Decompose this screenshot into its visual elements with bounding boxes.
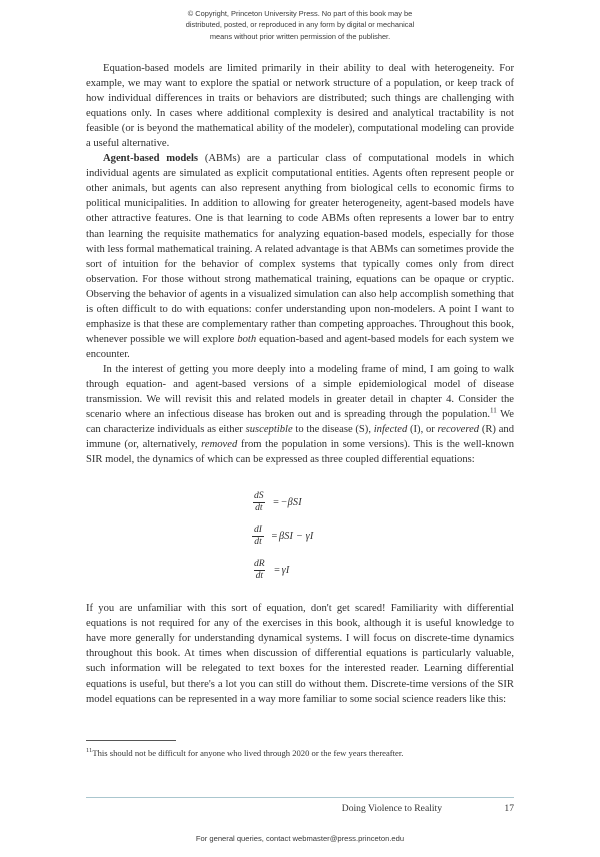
run-in-heading-agent-based-models: Agent-based models [103,153,199,165]
equals-sign: = [271,530,278,542]
paragraph-agent-based-models [86,151,514,362]
expression: −βSI [280,496,302,508]
paragraph-equation-based-models [86,61,514,151]
footnote-area [86,740,514,759]
paragraph-3-text-f: from the population in some versions). This is the well-known SIR model, the dynamics of which can be expressed as three coupled differential equations: [86,439,514,466]
emphasis-both: both [237,333,257,345]
equation-di-dt [86,519,514,553]
copyright-line-3: means without prior written permission of the publisher. [209,31,391,41]
running-head: Doing Violence to Reality [341,803,442,814]
equation-ds-dt [86,485,514,519]
fraction-denominator: dt [254,536,262,548]
fraction-dr-dt [252,559,267,581]
footnote-body: This should not be difficult for anyone who lived through 2020 or the few years thereafter. [92,748,404,758]
general-queries-notice: For general queries, contact webmaster@press.princeton.edu [195,834,405,843]
copyright-line-2: distributed, posted, or reproduced in any form by digital or mechanical [185,20,415,30]
equals-sign: = [274,564,281,576]
fraction-denominator: dt [255,502,263,514]
fraction-denominator: dt [255,570,264,582]
copyright-line-1: © Copyright, Princeton University Press. No part of this book may be [187,9,413,18]
paragraph-sir-introduction [86,362,514,467]
equation-dr-dt [86,553,514,587]
sir-differential-equations [86,467,514,601]
fraction-ds-dt [252,491,266,513]
paragraph-3-text-e: (R) and immune (or, alternatively, [86,424,514,451]
emphasis-recovered: recovered [437,424,480,436]
fraction-di-dt [252,525,264,547]
paragraph-4-text: If you are unfamiliar with this sort of equation, don't get scared! Familiarity with differential equations is not required for any of the exercises in this book, although it is useful knowledge to have more generally for understanding dynamical systems. I will focus on discrete-time dynamics throughout this book. At times when discussion of differential equations is particularly valuable, such information will be relegated to text boxes for the interested reader. Learning differential equations is useful, but there's a lot you can still do without them. Discrete-time versions of the SIR model equations can be represented in a way more familiar to some social science readers like this: [86,603,514,705]
page-footer [86,803,514,814]
footnote-marker: 11 [86,747,93,755]
emphasis-removed: removed [201,439,238,451]
paragraph-3-text-c: to the disease (S), [292,424,374,436]
text-column [86,61,514,707]
footer-rule [86,797,514,798]
equation-right-side [272,497,302,508]
paragraph-3-text-a: In the interest of getting you more deeply into a modeling frame of mind, I am going to walk through equation- and agent-based versions of a simple epidemiological model of disease transmission. We will revisit this and related models in greater detail in chapter 4. Consider the scenario where an infectious disease has broken out and is spreading through the population. [86,363,514,421]
fraction-numerator: dS [254,490,264,502]
equation-right-side [270,531,314,542]
paragraph-2-tail: equation-based and agent-based models for each system we encounter. [86,333,514,360]
emphasis-infected: infected [373,424,408,436]
page-number: 17 [504,803,514,814]
equals-sign: = [273,496,280,508]
footnote-11 [86,747,514,759]
equation-right-side [273,565,290,576]
paragraph-3-text-d: (I), or [407,424,438,436]
paragraph-3-text-b: We can characterize individuals as either [86,409,514,436]
paragraph-2-text: (ABMs) are a particular class of computational models in which individual agents are simulated as explicit computational entities. Agents often represent people or other animals, but agents can also represent anything from biological cells to economic firms to political municipalities. In addition to allowing for greater heterogeneity, agent-based models have other attractive features. One is that learning to code ABMs often represents a lower bar to entry than learning the requisite mathematics for analyzing equation-based models, especially for those with less formal mathematical training. A related advantage is that ABMs can sometimes provide the sort of intuition for the behavior of complex systems that typically comes only from direct observation. For those without strong mathematical training, equations can be opaque or cryptic. Observing the behavior of agents in a visualized simulation can also help accomplish something that is often difficult to do with equations: confer understanding upon non-modelers. A point I want to emphasize is that these are complementary rather than competing approaches. Throughout this book, whenever possible we will explore [86,153,514,345]
footnote-separator-rule [86,740,176,741]
copyright-notice [86,8,514,42]
footnote-reference-11[interactable]: 11 [490,406,497,415]
paragraph-differential-equations-note [86,601,514,706]
fraction-numerator: dR [254,558,265,570]
expression: βSI − γI [278,530,314,542]
emphasis-susceptible: susceptible [245,424,293,436]
expression: γI [281,564,290,576]
paragraph-1-text: Equation-based models are limited primarily in their ability to deal with heterogeneity. For example, we may want to explore the spatial or network structure of a population, or keep track of how individual differences in traits or behaviors are distributed; such things are challenging with equations only. In cases where additional complexity is desired and analytical tractability is not feasible (or is beyond the mathematical ability of the modeler), computational modeling can provide a useful alternative. [86,63,514,150]
fraction-numerator: dI [254,524,262,536]
